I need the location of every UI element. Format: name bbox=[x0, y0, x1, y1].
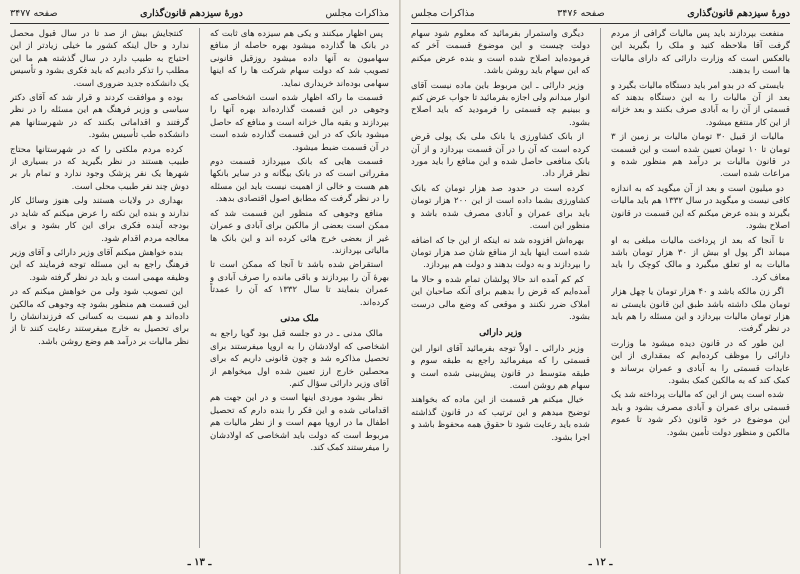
left-page-header bbox=[10, 5, 389, 21]
paragraph: کنتجایش بیش از صد تا در سال قبول محصل ندارد و حال اینکه کشور ما خیلی زیادتر از این احتیاج به طبیب دارد در سال گذشته هم ما این مطلب را تذکر دادیم که باید فکری بشود و تأسیس یک دانشکده جدید ضروری است. bbox=[10, 29, 189, 89]
paragraph: اگر زن مالکه باشد و ۴۰ هزار تومان یا چهل هزار تومان ملک داشته باشد طبق این قانون بایستی نه هزار تومان مالیات بپردازد و این مسئله را هم باید در نظر گرفت. bbox=[611, 287, 790, 335]
left-page-right-column bbox=[210, 28, 389, 548]
left-page-left-column bbox=[10, 28, 189, 548]
paragraph: دو میلیون است و بعد از آن میگوید که به اندازه کافی نیست و میگوید در سال ۱۳۳۲ هم باید مالیات بگیرند و بنده عرض میکنم که این قسمت در قانون اصلاح بشود. bbox=[611, 183, 790, 232]
paragraph: بنده خواهش میکنم آقای وزیر دارائی و آقای وزیر فرهنگ راجع به این مسئله توجه فرمایند که این وظیفه مهمی است و باید در نظر گرفته شود. bbox=[10, 247, 189, 283]
paragraph: بهره‌اش افزوده شد نه اینکه از این جا که اضافه شده است اینها باید از منافع شان صد هزار تومان را بپردازند و به دولت بدهند و دولت هم بپردازد. bbox=[411, 235, 590, 271]
left-header-rule bbox=[10, 23, 389, 24]
right-page-columns bbox=[411, 28, 790, 548]
paragraph: این تصویب شود ولی من خواهش میکنم که در این قسمت هم منظور بشود چه وجوهی که مالکین داده‌اند و هم نسبت به کسانی که فرزندانشان را برای تحصیل به خارج میفرستند رعایت کنند تا از نظر مالیات بر درآمد هم وضع روشن باشد. bbox=[10, 287, 189, 347]
column-separator bbox=[199, 28, 200, 548]
right-page-folio: ـ ۱۲ ـ bbox=[588, 557, 613, 568]
paragraph: کرده مردم ملکتی را که در شهرستانها محتاج طبیب هستند در نظر بگیرید که در بسیاری از شهرها یک نفر پزشک وجود ندارد و تمام بار بر دوش چند نفر طبیب محلی است. bbox=[10, 144, 189, 192]
paragraph: منافع وجوهی که منظور این قسمت شد که ممکن است بعضی از مالکین برای آبادی و عمران غیر از بعضی خرج هائی کرده اند و این بانک ها مالیاتی بپردازند. bbox=[210, 208, 389, 256]
right-page bbox=[400, 0, 800, 574]
paragraph: منفعت بپردازند باید پس مالیات گرافی از مردم گرفت آقا ملاحظه کنید و ملک را بگیرید این بالعکس است که وزارت دارائی که دارای مالیات ها است را بدهند. bbox=[611, 29, 790, 77]
paragraph: بوده و موافقت کردند و قرار شد که آقای دکتر سیاسی و وزیر فرهنگ هم این مسئله را در نظر گرفتند و اقداماتی بکنند که در شهرستانها هم دانشکده طب تأسیس بشود. bbox=[10, 93, 189, 141]
paragraph: بهداری در ولایات هستند ولی هنوز وسائل کار ندارند و بنده این نکته را عرض میکنم که شاید در بودجه آینده فکری برای این کار بشود و برای معالجه مردم اقدام شود. bbox=[10, 196, 189, 244]
right-page-number-label: صفحه ۳۴۷۶ bbox=[557, 7, 605, 19]
right-page-title: مذاکرات مجلس bbox=[411, 7, 475, 19]
paragraph: قسمت هایی که بانک میپردازد قسمت دوم مقرراتی است که در بانک بیگانه و در سایر بانکها هم هست و خالی از اهمیت نیست باید این مسئله را در نظر گرفت که مطابق اصول اقتصادی بدهد. bbox=[210, 157, 389, 205]
paragraph: مالک مدنی ـ در دو جلسه قبل بود گویا راجع به اشخاصی که اولادشان را به اروپا میفرستند برای تحصیل مذاکره شد و چون قانونی داریم که برای محصلین خارج ارز تعیین شده اول میخواهم از آقای وزیر دارائی سؤال کنم. bbox=[210, 329, 389, 389]
paragraph: خیال میکنم هر قسمت از این ماده که بخواهند توضیح میدهم و این ترتیب که در قانون گذاشته شده باید رعایت شود تا حقوق همه محفوظ باشد و اجرا بشود. bbox=[411, 395, 590, 443]
paragraph: کم کم آمده اند حالا پولشان تمام شده و حالا ما آمده‌ایم که قرض را بدهیم برای آنکه صاحبان این املاک ضرر نکنند و موقعی که وضع مالی درست بشود. bbox=[411, 274, 590, 322]
paragraph: از بانک کشاورزی یا بانک ملی یک پولی قرض کرده است که آن را در آن قسمت بپردازد و از آن بانک منافعی حاصل شده و این منافع را باید مورد نظر قرار داد. bbox=[411, 132, 590, 180]
paragraph: این طور که در قانون دیده میشود ما وزارت دارائی را موظف کرده‌ایم که بمقداری از این عایدات قسمتی را به آبادی و عمران برساند و کمک کند که به مالکین کمک بشود. bbox=[611, 338, 790, 386]
paragraph: کرده است در حدود صد هزار تومان که بانک کشاورزی بشما داده است از این ۲۰۰ هزار تومان باید برای عمران و آبادی مصرف شده باشد و منظور این است. bbox=[411, 183, 590, 232]
paragraph: شده است پس از این که مالیات پرداخته شد یک قسمتی برای عمران و آبادی مصرف بشود و باید این موضوع در خود قانون ذکر شود تا عموم مالکین و منظور دولت تأمین بشود. bbox=[611, 390, 790, 438]
left-page-columns bbox=[10, 28, 389, 548]
right-page-left-column bbox=[411, 28, 590, 548]
paragraph: نظر بشود موردی اینها است و در این جهت هم اقداماتی شده و این فکر را بنده دارم که تحصیل اطفال ما در اروپا مهم است و از نظر مالیات هم مربوط است که دولت باید اشخاصی که اولادشان را میفرستند کمک کند. bbox=[210, 393, 389, 453]
paragraph: وزیر دارائی ـ این مربوط باین ماده نیست آقای انوار میدانم ولی اجازه بفرمائید تا جواب عرض کنم و ببینیم چه قسمتی را فرمودید که باید اصلاح بشود. bbox=[411, 80, 590, 128]
paragraph: دیگری واستمرار بفرمائید که معلوم شود سهام دولت چیست و این موضوع قسمت آخر که فرموده‌اید اصلاح شده است و بنده عرض میکنم که این سهام باید روشن باشد. bbox=[411, 29, 590, 77]
left-page-folio: ـ ۱۳ ـ bbox=[187, 557, 212, 568]
right-header-rule bbox=[411, 23, 790, 24]
left-page-number-label: صفحه ۳۴۷۷ bbox=[10, 7, 58, 19]
right-page-right-column bbox=[611, 28, 790, 548]
paragraph: استقراض شده باشد تا آنجا که ممکن است تا بهرهٔ آن را بپردازند و باقی مانده را صرف آبادی و عمران بنمایند تا سال ۱۳۳۲ که آن را عمدتاً کرده‌اند. bbox=[210, 260, 389, 308]
section-heading: وزیر دارائی bbox=[479, 328, 522, 339]
right-page-session: دورهٔ سیزدهم قانون‌گذاری bbox=[687, 7, 790, 19]
paragraph: تا آنجا که بعد از پرداخت مالیات مبلغی به او میماند اگر پول او بیش از ۳۰ هزار تومان باشد مالیات به او تعلق میگیرد و مالک کوچک را باید معاف کرد. bbox=[611, 235, 790, 283]
section-heading: ملک مدنی bbox=[280, 313, 319, 324]
paragraph: مالیات از قبیل ۳۰ تومان مالیات بر زمین از ۳ تومان تا ۱۰ تومان تعیین شده است و این قسمت در قانون مالیات بر درآمد هم منظور شده و مراعات شده است. bbox=[611, 132, 790, 180]
column-separator bbox=[600, 28, 601, 548]
left-page-session: دورهٔ سیزدهم قانون‌گذاری bbox=[140, 7, 243, 19]
paragraph: وزیر دارائی ـ اولاً توجه بفرمائید آقای انوار این قسمتی را که میفرمائید راجع به طبقه سوم و طبقه متوسط در قانون پیش‌بینی شده است و سهام هم روشن است. bbox=[411, 343, 590, 391]
left-page-title: مذاکرات مجلس bbox=[325, 7, 389, 19]
paragraph: بایستی که در بدو امر باید دستگاه مالیات بگیرد و بعد از آن مالیات را به این دستگاه بدهند که قسمتی از آن را به آبادی صرف بکنند و بعد خزانه از این کار منتفع میشود. bbox=[611, 80, 790, 128]
paragraph: قسمت ما راکه اظهار شده است اشخاصی که وجوهی در این قسمت گذارده‌اند بهره آنها را بپردازند و بقیه مال خزانه است و منافع که حاصل میشود بانک که در این قسمت گذارده شده است در آن قسمت ضبط میشود. bbox=[210, 93, 389, 153]
right-page-header bbox=[411, 5, 790, 21]
paragraph: پس اظهار میکنند و یکی هم سیزده های ثابت که در بانک ها گذارده میشود بهره حاصله از منافع سهامیون به آنها داده میشود روزقبل قانونی تصویب شد که دولت سهام شرکت ها را که اینها سهامی بوده‌اند خریداری نماید. bbox=[210, 29, 389, 89]
